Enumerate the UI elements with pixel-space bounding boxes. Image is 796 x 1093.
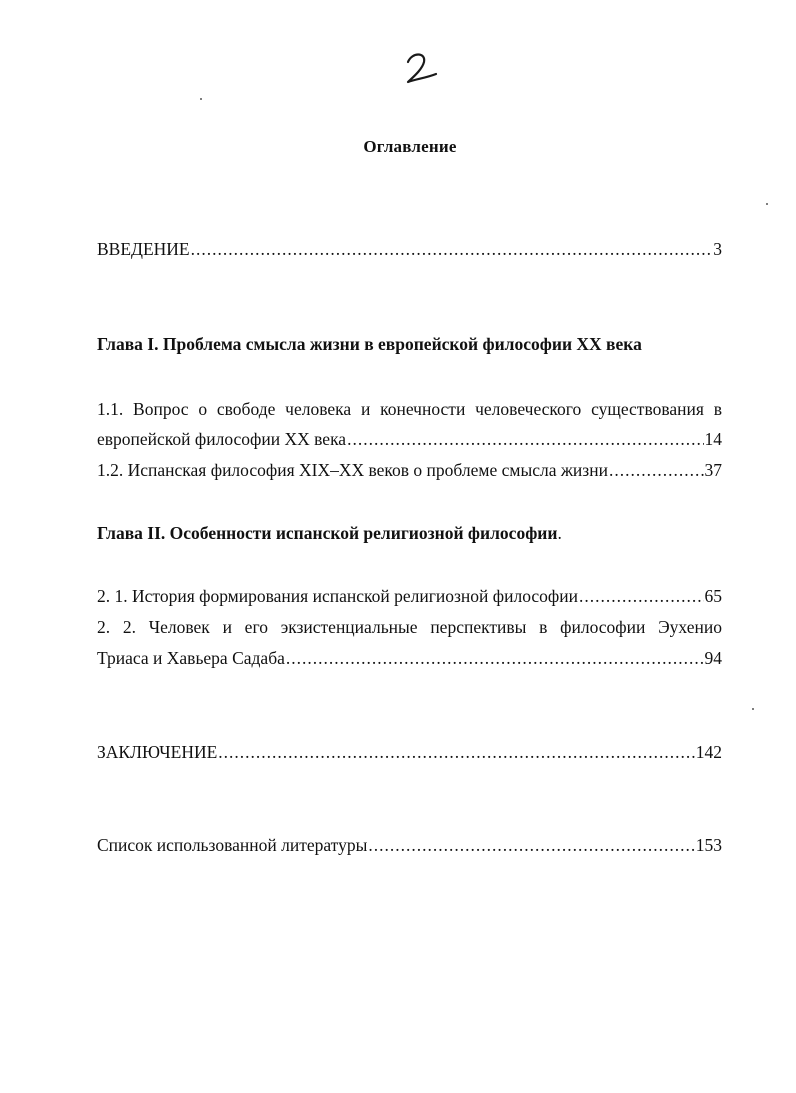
toc-entry-introduction[interactable] xyxy=(97,238,722,260)
toc-entry-1-1-line1[interactable]: 1.1. Вопрос о свободе человека и конечности человеческого существования в xyxy=(97,399,722,419)
toc-entry-2-1[interactable] xyxy=(97,585,722,607)
toc-entry-page: 153 xyxy=(695,835,722,855)
toc-entry-conclusion[interactable] xyxy=(97,741,722,763)
toc-entry-label: 1.2. Испанская философия XIX–XX веков о проблеме смысла жизни xyxy=(97,460,608,480)
dot-leader xyxy=(609,459,704,481)
toc-entry-page: 94 xyxy=(704,648,722,668)
toc-entry-page: 3 xyxy=(713,239,722,259)
toc-entry-label: Список использованной литературы xyxy=(97,835,368,855)
toc-entry-page: 37 xyxy=(704,460,722,480)
toc-entry-page: 14 xyxy=(704,429,722,449)
chapter-2-heading-text: Глава II. Особенности испанской религиозной философии xyxy=(97,523,558,543)
toc-entry-label: ЗАКЛЮЧЕНИЕ xyxy=(97,742,218,762)
handwritten-page-number xyxy=(402,48,442,88)
toc-entry-1-2[interactable] xyxy=(97,459,722,481)
dot-leader xyxy=(368,834,694,856)
toc-entry-label: 2. 1. История формирования испанской религиозной философии xyxy=(97,586,578,606)
dot-leader xyxy=(579,585,704,607)
scan-speck xyxy=(200,98,202,100)
scan-speck xyxy=(752,708,754,710)
toc-entry-page: 65 xyxy=(704,586,722,606)
dot-leader xyxy=(191,238,713,260)
chapter-2-heading xyxy=(97,522,722,544)
toc-entry-2-2-line1[interactable]: 2. 2. Человек и его экзистенциальные перспективы в философии Эухенио xyxy=(97,617,722,637)
toc-entry-1-1-line2[interactable] xyxy=(97,428,722,450)
dot-leader xyxy=(347,428,703,450)
toc-entry-2-2-line2[interactable] xyxy=(97,647,722,669)
toc-title: Оглавление xyxy=(363,137,457,156)
scan-speck xyxy=(766,203,768,205)
dot-leader xyxy=(218,741,694,763)
toc-entry-page: 142 xyxy=(695,742,722,762)
chapter-2-heading-tail: . xyxy=(557,523,562,543)
dot-leader xyxy=(286,647,704,669)
toc-entry-label: ВВЕДЕНИЕ xyxy=(97,239,190,259)
toc-entry-label: европейской философии XX века xyxy=(97,429,347,449)
chapter-1-heading: Глава I. Проблема смысла жизни в европейской философии XX века xyxy=(97,334,642,354)
toc-entry-label: Триаса и Хавьера Садаба xyxy=(97,648,285,668)
toc-entry-bibliography[interactable] xyxy=(97,834,722,856)
